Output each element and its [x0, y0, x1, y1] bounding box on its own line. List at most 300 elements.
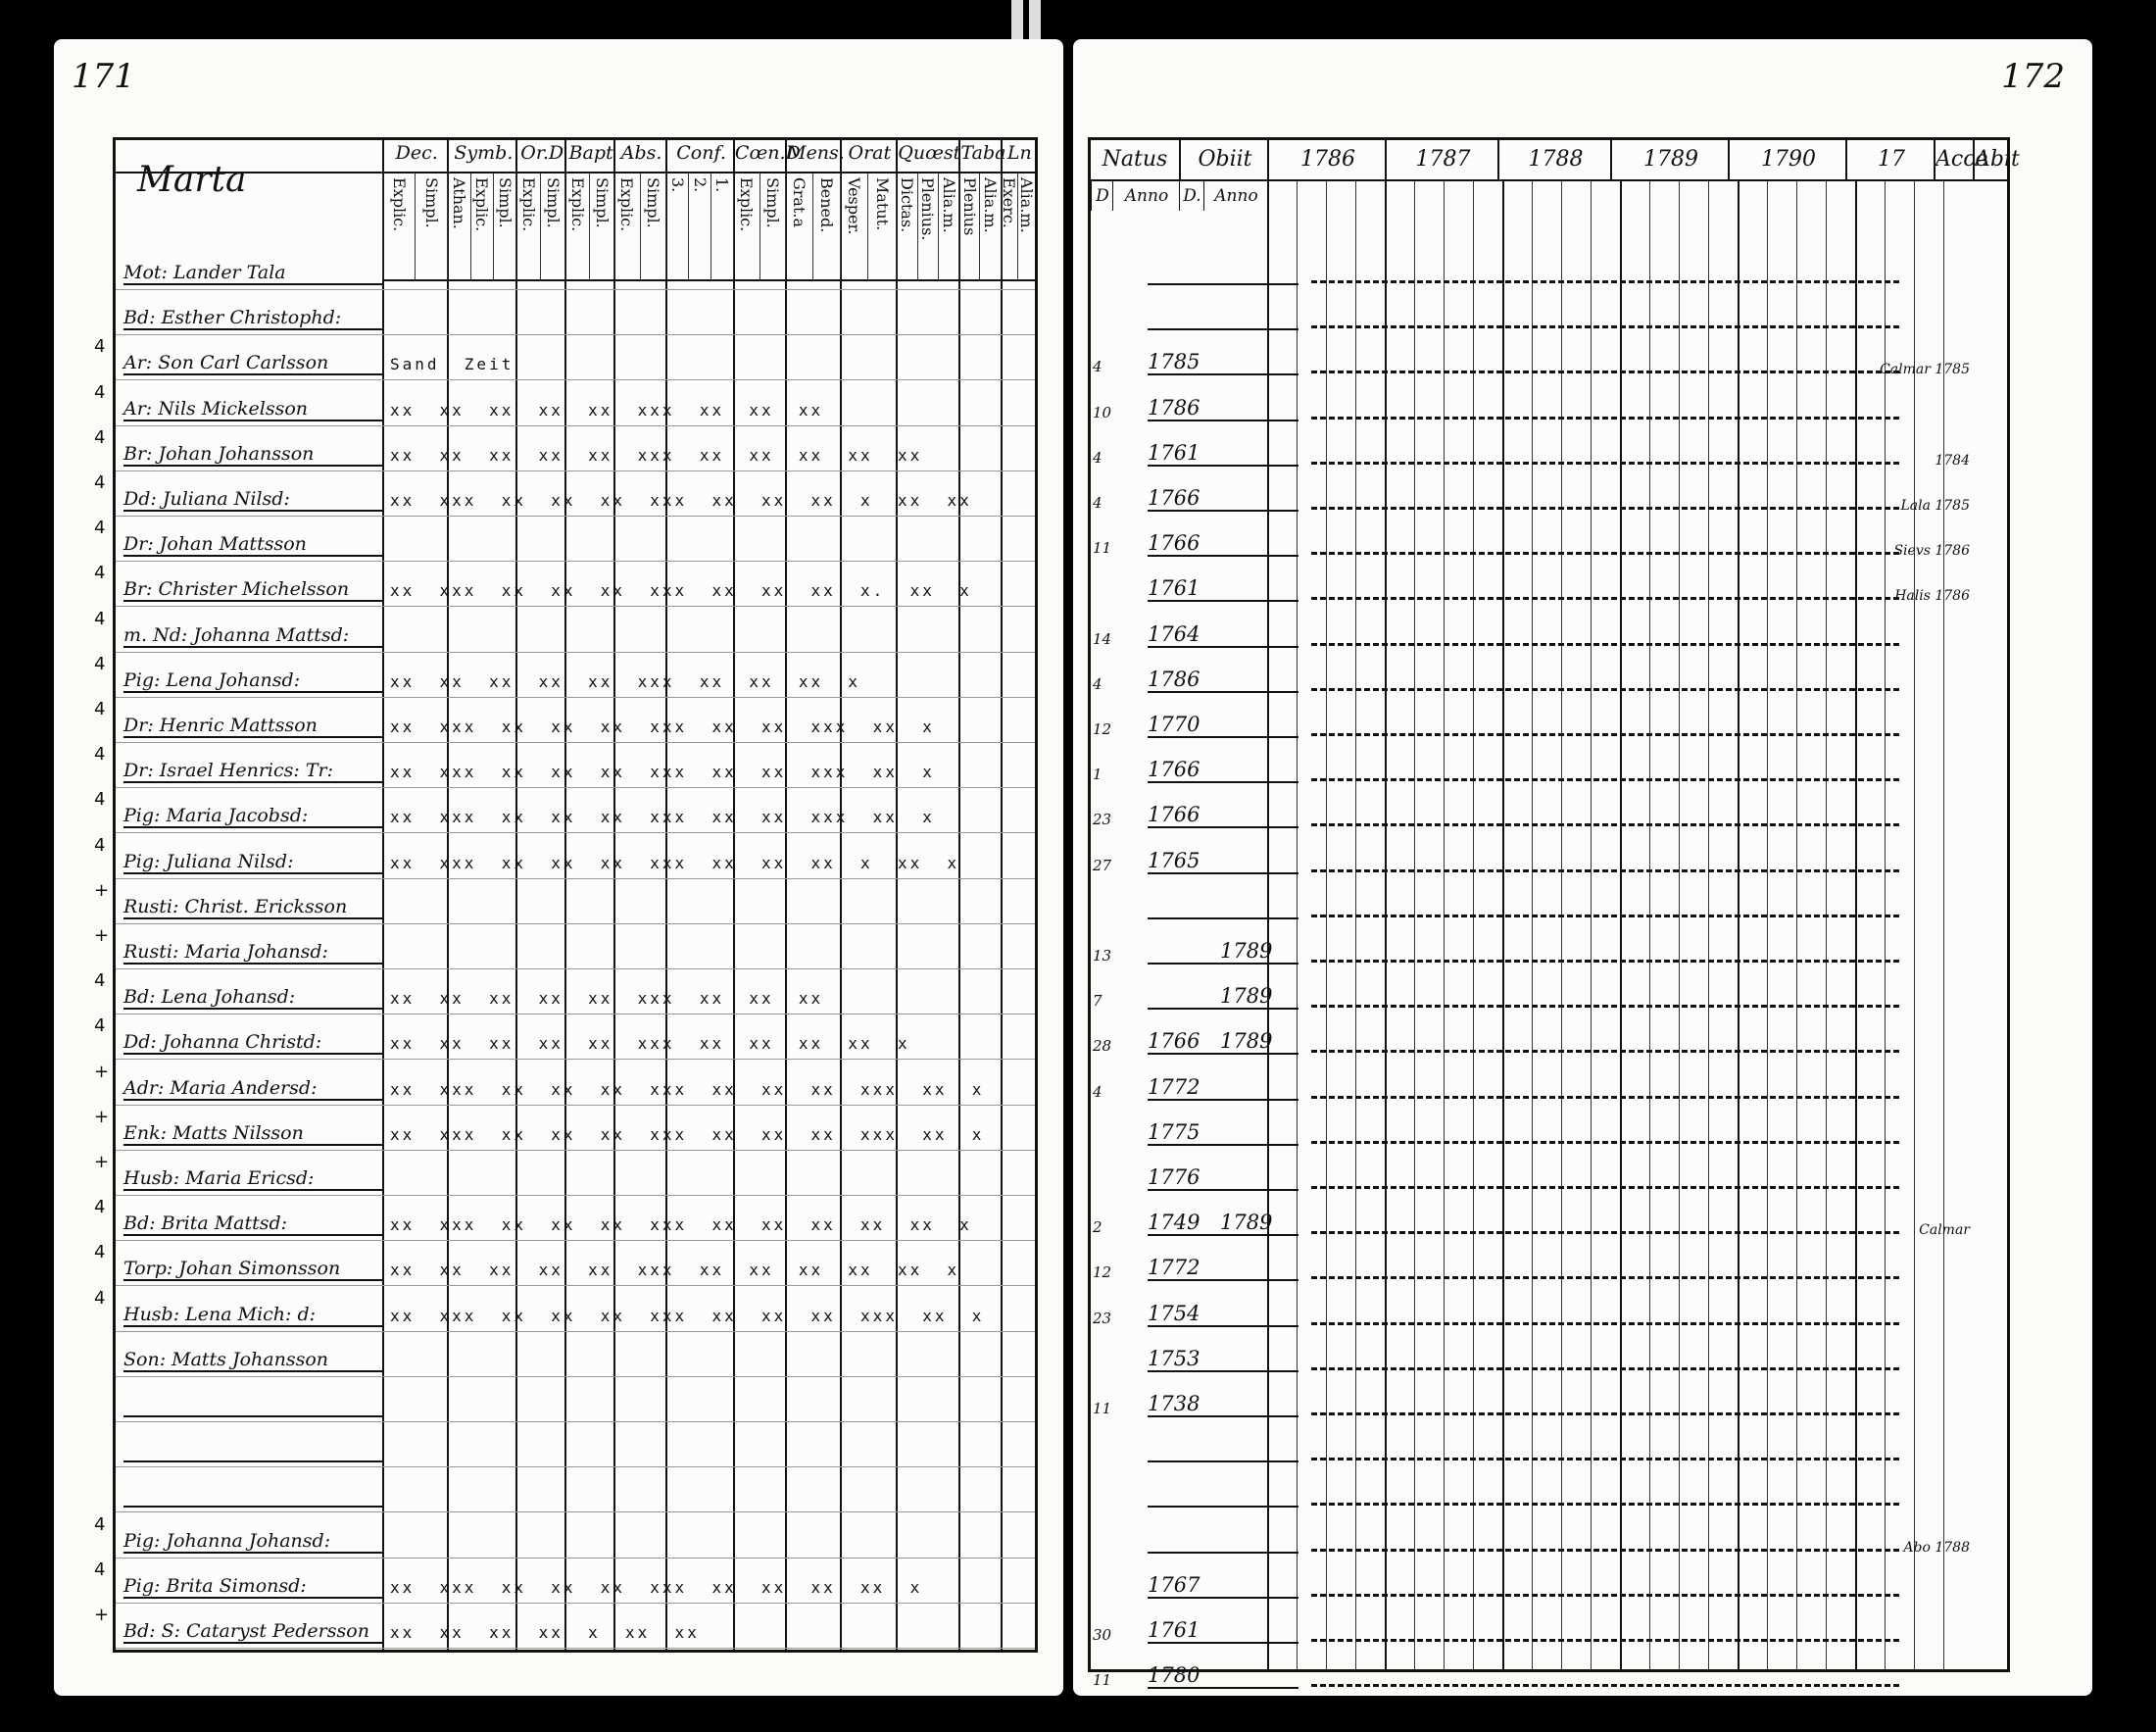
ledger-row — [1091, 1015, 2007, 1059]
birth-year: 1749 — [1148, 1211, 1226, 1236]
column-header: Obiit — [1179, 140, 1269, 179]
attendance-dashes — [1311, 778, 1899, 781]
knowledge-marks: xx xxx xx xx xx xxx xx xx xxx xx x — [390, 763, 935, 782]
person-name: Bd: Esther Christophd: — [123, 307, 383, 330]
birth-year: 1775 — [1148, 1120, 1226, 1146]
ledger-row — [1091, 1559, 2007, 1603]
column-subheader-label: Explic. — [518, 177, 538, 232]
attendance-dashes — [1311, 643, 1899, 646]
birth-day: 4 — [1093, 674, 1102, 693]
attendance-dashes — [1311, 597, 1899, 600]
person-name: Ar: Nils Mickelsson — [123, 398, 383, 421]
column-subheader-label: Plenius — [959, 177, 979, 236]
death-year — [1220, 555, 1298, 557]
death-year — [1220, 1099, 1298, 1101]
person-name: Husb: Maria Ericsd: — [123, 1167, 383, 1191]
death-year — [1220, 1642, 1298, 1644]
column-subheader-label: Explic. — [472, 177, 492, 232]
column-subheader-label: Explic. — [389, 177, 409, 232]
birth-year: 1772 — [1148, 1075, 1226, 1101]
ledger-row — [1091, 835, 2007, 878]
death-year — [1220, 420, 1298, 421]
death-year — [1220, 1279, 1298, 1281]
person-name: Son: Matts Johansson — [123, 1349, 383, 1372]
margin-mark: 4 — [94, 970, 106, 992]
birth-year: 1766 — [1148, 531, 1226, 557]
ledger-row — [94, 472, 1035, 517]
attendance-dashes — [1311, 1322, 1899, 1325]
death-year — [1220, 736, 1298, 738]
column-subheader-label: Explic. — [737, 177, 757, 232]
attendance-dashes — [1311, 371, 1899, 373]
death-year — [1220, 510, 1298, 512]
arrival-note: Calmar 1785 — [1880, 362, 1970, 378]
birth-year — [1148, 1552, 1226, 1554]
person-name: Dr: Johan Mattsson — [123, 533, 383, 557]
birth-day: 2 — [1093, 1218, 1102, 1237]
ledger-row — [94, 1242, 1035, 1286]
column-subheader: Anno — [1203, 179, 1268, 211]
person-name: Pig: Lena Johansd: — [123, 669, 383, 693]
margin-mark: + — [94, 879, 110, 901]
right-page — [1073, 39, 2092, 1696]
birth-day: 4 — [1093, 358, 1102, 376]
death-year — [1220, 1687, 1298, 1689]
ledger-row — [1091, 970, 2007, 1014]
column-header: 17 — [1845, 140, 1936, 179]
knowledge-marks: xx xxx xx xx xx xxx xx xx xxx xx x — [390, 808, 935, 827]
header-divider — [1091, 179, 2007, 181]
ledger-row — [1091, 1650, 2007, 1693]
person-name: Husb: Lena Mich: d: — [123, 1304, 383, 1327]
column-subheader-label: Explic. — [617, 177, 637, 232]
column-header: 1790 — [1728, 140, 1847, 179]
column-group-title: Cœn.D — [734, 142, 801, 164]
column-subheader-label: Simpl. — [495, 177, 514, 228]
ledger-row — [94, 789, 1035, 833]
birth-year: 1765 — [1148, 849, 1226, 874]
person-name: Pig: Maria Jacobsd: — [123, 805, 383, 828]
margin-mark: 4 — [94, 1287, 106, 1309]
column-subheader-label: Alia.m. — [1017, 177, 1037, 233]
column-subheader-label: Simpl. — [421, 177, 441, 228]
column-subheader-label: Matut. — [872, 177, 892, 231]
ledger-row — [1091, 699, 2007, 742]
death-year: 1789 — [1220, 939, 1298, 965]
column-subheader-label: Simpl. — [643, 177, 662, 228]
column-subheader-label: 1. — [712, 177, 732, 193]
ledger-row — [1091, 880, 2007, 923]
birth-year: 1764 — [1148, 622, 1226, 648]
margin-mark: + — [94, 1061, 110, 1082]
column-subheader-label: Plenius. — [918, 177, 938, 241]
birth-day: 11 — [1093, 539, 1112, 558]
ledger-row — [94, 1061, 1035, 1106]
attendance-dashes — [1311, 915, 1899, 917]
arrival-note: Sievs 1786 — [1893, 543, 1970, 560]
column-group-title: Symb. — [454, 142, 514, 164]
birth-day: 12 — [1093, 720, 1112, 738]
margin-mark: 4 — [94, 336, 106, 358]
ledger-row — [94, 426, 1035, 471]
column-group-title: Bapt — [568, 142, 613, 164]
birth-year: 1754 — [1148, 1302, 1226, 1327]
person-name: Pig: Johanna Johansd: — [123, 1530, 383, 1554]
column-group-title: Ln — [1006, 142, 1032, 164]
column-subheader-label: Simpl. — [592, 177, 612, 228]
person-name: Bd: Brita Mattsd: — [123, 1212, 383, 1236]
birth-day: 23 — [1093, 811, 1112, 829]
attendance-dashes — [1311, 1005, 1899, 1008]
attendance-dashes — [1311, 1231, 1899, 1234]
birth-year: 1766 — [1148, 486, 1226, 512]
death-year — [1220, 1325, 1298, 1327]
column-subheader-label: Athan. — [450, 177, 469, 229]
attendance-dashes — [1311, 1503, 1899, 1506]
attendance-dashes — [1311, 869, 1899, 872]
ledger-row — [116, 1378, 1035, 1422]
birth-day: 12 — [1093, 1263, 1112, 1282]
ledger-row — [116, 1468, 1035, 1512]
ledger-row — [116, 1333, 1035, 1377]
person-name — [123, 1460, 383, 1462]
ledger-row — [94, 518, 1035, 562]
column-header: 1787 — [1385, 140, 1499, 179]
ledger-row — [94, 608, 1035, 653]
column-subheader-label: 2. — [690, 177, 710, 193]
birth-year: 1761 — [1148, 576, 1226, 602]
birth-year: 1766 — [1148, 803, 1226, 828]
column-subheader-label: Grat.a — [789, 177, 808, 228]
margin-mark: 4 — [94, 608, 106, 629]
death-year — [1220, 872, 1298, 874]
column-header: 1788 — [1497, 140, 1612, 179]
ledger-row — [94, 1287, 1035, 1332]
knowledge-marks: xx xxx xx xx xx xxx xx xx xx x xx x — [390, 853, 960, 872]
left-page — [54, 39, 1063, 1696]
knowledge-marks: xx xxx xx xx xx xxx xx xx xx x xx xx — [390, 491, 972, 510]
knowledge-marks: xx xxx xx xx xx xxx xx xx xx xxx xx x — [390, 1306, 985, 1325]
ledger-row — [94, 699, 1035, 743]
death-year: 1789 — [1220, 984, 1298, 1010]
person-name: Rusti: Christ. Ericksson — [123, 896, 383, 919]
knowledge-marks: xx xxx xx xx xx xxx xx xx xx xxx xx x — [390, 1079, 985, 1099]
ledger-row — [94, 1559, 1035, 1604]
margin-mark: + — [94, 1152, 110, 1172]
column-subheader-label: Bened. — [816, 177, 836, 233]
birth-year: 1766 — [1148, 758, 1226, 783]
ledger-row — [1091, 1514, 2007, 1558]
column-header: Natus — [1102, 147, 1168, 172]
ledger-row — [94, 1605, 1035, 1649]
death-year — [1220, 373, 1298, 375]
ledger-row — [1091, 1062, 2007, 1105]
attendance-dashes — [1311, 823, 1899, 826]
column-subheader-label: Alia.m. — [939, 177, 958, 233]
birth-day: 30 — [1093, 1626, 1112, 1644]
attendance-dashes — [1311, 1549, 1899, 1552]
person-name: Torp: Johan Simonsson — [123, 1258, 383, 1281]
birth-day: 13 — [1093, 947, 1112, 965]
knowledge-marks: xx xx xx xx xx xxx xx xx xx x — [390, 671, 861, 691]
catechism-ledger-table — [94, 137, 1038, 1653]
column-header: 1786 — [1267, 140, 1387, 179]
birth-year: 1770 — [1148, 713, 1226, 738]
ledger-row — [94, 1197, 1035, 1241]
column-group-title: Abs. — [620, 142, 662, 164]
person-name: Br: Johan Johansson — [123, 443, 383, 467]
ledger-row — [1091, 654, 2007, 697]
death-year — [1220, 1370, 1298, 1372]
person-name: Dr: Henric Mattsson — [123, 715, 383, 738]
birth-year — [1148, 328, 1226, 330]
person-name: Pig: Juliana Nilsd: — [123, 851, 383, 874]
person-name — [123, 1415, 383, 1417]
ledger-row — [1091, 1378, 2007, 1421]
death-year — [1220, 1552, 1298, 1554]
birth-year — [1148, 283, 1226, 285]
margin-mark: 4 — [94, 1015, 106, 1037]
margin-mark: 4 — [94, 699, 106, 719]
attendance-dashes — [1311, 1096, 1899, 1099]
margin-mark: + — [94, 1106, 110, 1127]
page-number: 171 — [72, 57, 135, 96]
column-subheader: Anno — [1112, 179, 1180, 211]
death-year: 1789 — [1220, 1211, 1298, 1236]
knowledge-marks: Sand Zeit — [390, 355, 514, 374]
margin-mark: 4 — [94, 1242, 106, 1263]
attendance-dashes — [1311, 1594, 1899, 1597]
death-year — [1220, 465, 1298, 467]
margin-mark: 4 — [94, 426, 106, 448]
birth-day: 14 — [1093, 629, 1112, 648]
ledger-row — [94, 1513, 1035, 1559]
attendance-dashes — [1311, 507, 1899, 510]
birth-day: 4 — [1093, 494, 1102, 512]
arrival-note: Abo 1788 — [1903, 1539, 1970, 1556]
column-header: Abit — [1973, 140, 2009, 179]
birth-year — [1148, 1460, 1226, 1462]
birth-year: 1776 — [1148, 1165, 1226, 1191]
margin-mark: 4 — [94, 834, 106, 856]
death-year — [1220, 781, 1298, 783]
person-name: Enk: Matts Nilsson — [123, 1122, 383, 1146]
birth-day: 23 — [1093, 1309, 1112, 1327]
attendance-dashes — [1311, 1412, 1899, 1415]
attendance-dashes — [1311, 417, 1899, 420]
person-name: Mot: Lander Tala — [123, 262, 383, 285]
knowledge-marks: xx xx xx xx xx xxx xx xx xx — [390, 989, 824, 1009]
margin-mark: 4 — [94, 789, 106, 811]
birth-year: 1738 — [1148, 1392, 1226, 1417]
ledger-row — [116, 246, 1035, 290]
ledger-row — [1091, 518, 2007, 561]
attendance-dashes — [1311, 1458, 1899, 1460]
knowledge-marks: xx xx xx xx xx xxx xx xx xx xx x — [390, 1034, 910, 1054]
person-name: Br: Christer Michelsson — [123, 578, 383, 602]
person-name — [123, 1506, 383, 1508]
person-name: Dd: Juliana Nilsd: — [123, 488, 383, 512]
page-number: 172 — [2001, 57, 2065, 96]
margin-mark: 4 — [94, 1513, 106, 1535]
ledger-row — [1091, 563, 2007, 606]
margin-mark: 4 — [94, 744, 106, 766]
ledger-row — [1091, 1605, 2007, 1648]
birth-year — [1148, 963, 1226, 965]
birth-day: 7 — [1093, 992, 1102, 1011]
column-group-title: Orat — [848, 142, 892, 164]
column-subheader-label: Vesper. — [844, 177, 863, 235]
person-name: Dd: Johanna Christd: — [123, 1031, 383, 1055]
death-year — [1220, 826, 1298, 828]
margin-mark: + — [94, 925, 110, 946]
margin-mark: 4 — [94, 563, 106, 584]
birth-year: 1772 — [1148, 1256, 1226, 1281]
attendance-dashes — [1311, 1141, 1899, 1144]
ledger-row — [1091, 427, 2007, 470]
death-year — [1220, 1189, 1298, 1191]
birth-day: 11 — [1093, 1671, 1112, 1690]
column-subheader-label: Simpl. — [543, 177, 563, 228]
attendance-dashes — [1311, 1276, 1899, 1279]
column-subheader-label: Simpl. — [762, 177, 782, 228]
ledger-row — [1091, 336, 2007, 379]
ledger-row — [94, 879, 1035, 924]
ledger-row — [94, 381, 1035, 426]
ledger-row — [1091, 291, 2007, 334]
ledger-row — [1091, 1152, 2007, 1195]
birth-day: 1 — [1093, 766, 1102, 784]
person-name: Rusti: Maria Johansd: — [123, 941, 383, 965]
birth-day: 11 — [1093, 1400, 1112, 1417]
birth-death-ledger-table — [1088, 137, 2020, 1690]
ledger-row — [1091, 1197, 2007, 1240]
column-group-title: Mens. — [787, 142, 845, 164]
arrival-note: Halis 1786 — [1894, 588, 1970, 605]
birth-year: 1786 — [1148, 396, 1226, 421]
binding-clip — [1029, 0, 1041, 39]
person-name: Bd: S: Cataryst Pedersson — [123, 1620, 383, 1644]
birth-year: 1786 — [1148, 668, 1226, 693]
knowledge-marks: xx xx xx xx xx xxx xx xx xx xx xx x — [390, 1261, 960, 1280]
death-year — [1220, 600, 1298, 602]
birth-day: 4 — [1093, 1082, 1102, 1101]
ledger-row — [1091, 1333, 2007, 1376]
binding-clip — [1011, 0, 1023, 39]
column-subheader-label: Dictas. — [897, 177, 916, 233]
birth-year: 1767 — [1148, 1573, 1226, 1599]
attendance-dashes — [1311, 1050, 1899, 1053]
knowledge-marks: xx xxx xx xx xx xxx xx xx xx x. xx x — [390, 581, 972, 601]
ledger-row — [1091, 609, 2007, 652]
attendance-dashes — [1311, 733, 1899, 736]
birth-day: 4 — [1093, 448, 1102, 467]
column-header: 1789 — [1610, 140, 1730, 179]
ledger-row — [94, 653, 1035, 698]
death-year: 1789 — [1220, 1029, 1298, 1055]
margin-mark: + — [94, 1605, 110, 1625]
margin-mark: 4 — [94, 1559, 106, 1580]
attendance-dashes — [1311, 1186, 1899, 1189]
knowledge-marks: xx xxx xx xx xx xxx xx xx xx xx x — [390, 1577, 923, 1597]
column-header: Acce — [1934, 140, 1975, 179]
attendance-dashes — [1311, 552, 1899, 555]
knowledge-marks: xx xxx xx xx xx xxx xx xx xx xxx xx x — [390, 1124, 985, 1144]
ledger-row — [94, 1015, 1035, 1060]
person-name: Bd: Lena Johansd: — [123, 986, 383, 1010]
ledger-row — [1091, 382, 2007, 425]
birth-year — [1148, 1506, 1226, 1508]
column-subheader: D — [1091, 179, 1113, 211]
ledger-row — [116, 291, 1035, 335]
column-subheader-label: Alia.m. — [980, 177, 1000, 233]
birth-year: 1753 — [1148, 1347, 1226, 1372]
column-group-title: Or.D — [520, 142, 564, 164]
village-name-header: Marta — [137, 160, 247, 200]
ledger-row — [94, 1152, 1035, 1196]
ledger-row — [1091, 1288, 2007, 1331]
ledger-row — [1091, 1242, 2007, 1285]
birth-year: 1766 — [1148, 1029, 1226, 1055]
arrival-note: Calmar — [1919, 1222, 1970, 1239]
ledger-row — [94, 336, 1035, 380]
attendance-dashes — [1311, 1684, 1899, 1687]
birth-year: 1780 — [1148, 1663, 1226, 1689]
margin-mark: 4 — [94, 1197, 106, 1218]
death-year — [1220, 691, 1298, 693]
ledger-row — [1091, 744, 2007, 787]
ledger-row — [1091, 1423, 2007, 1466]
person-name: Pig: Brita Simonsd: — [123, 1575, 383, 1599]
column-subheader-label: 3. — [667, 177, 687, 193]
death-year — [1220, 1460, 1298, 1462]
column-group-title: Taba — [960, 142, 1006, 164]
attendance-dashes — [1311, 325, 1899, 328]
death-year — [1220, 328, 1298, 330]
ledger-row — [1091, 472, 2007, 516]
death-year — [1220, 1415, 1298, 1417]
margin-mark: 4 — [94, 653, 106, 674]
ledger-row — [1091, 925, 2007, 968]
attendance-dashes — [1311, 688, 1899, 691]
column-subheader: D. — [1179, 179, 1204, 211]
death-year — [1220, 1144, 1298, 1146]
arrival-note: 1784 — [1935, 452, 1970, 469]
column-group-title: Conf. — [676, 142, 726, 164]
margin-mark: 4 — [94, 381, 106, 403]
margin-mark: 4 — [94, 518, 106, 539]
ledger-row — [94, 1106, 1035, 1151]
death-year — [1220, 917, 1298, 919]
ledger-row — [116, 1423, 1035, 1467]
birth-day: 27 — [1093, 856, 1112, 874]
ledger-row — [94, 925, 1035, 969]
attendance-dashes — [1311, 1639, 1899, 1642]
birth-year — [1148, 917, 1226, 919]
death-year — [1220, 283, 1298, 285]
knowledge-marks: xx xx xx xx xx xxx xx xx xx xx xx — [390, 445, 923, 465]
attendance-dashes — [1311, 280, 1899, 283]
death-year — [1220, 1597, 1298, 1599]
birth-year — [1148, 1008, 1226, 1010]
attendance-dashes — [1311, 1367, 1899, 1370]
ledger-row — [94, 834, 1035, 879]
person-name: Dr: Israel Henrics: Tr: — [123, 760, 383, 783]
ledger-row — [94, 970, 1035, 1014]
knowledge-marks: xx xxx xx xx xx xxx xx xx xx xx xx x — [390, 1215, 972, 1235]
ledger-row — [1091, 246, 2007, 289]
birth-year: 1785 — [1148, 350, 1226, 375]
